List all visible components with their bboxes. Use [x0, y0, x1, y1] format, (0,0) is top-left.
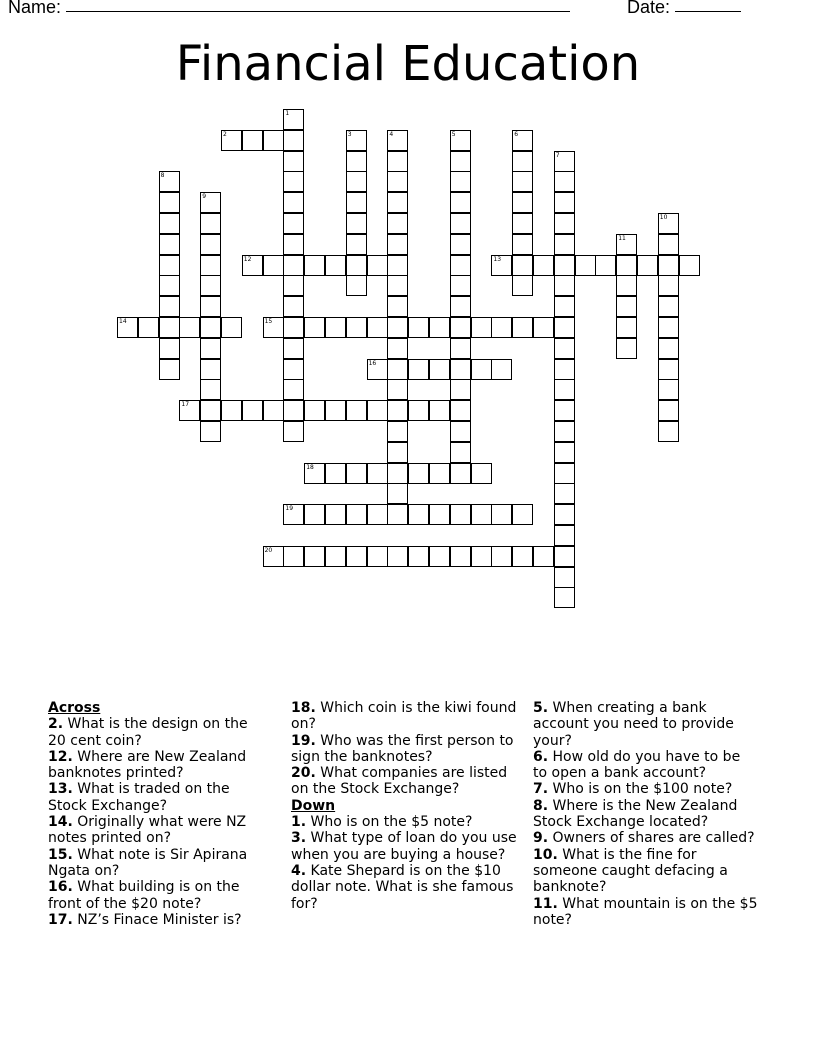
down-clue-text: Kate Shepard is on the $10 dollar note. What is she famous for? — [291, 862, 514, 912]
down-clue — [533, 798, 758, 831]
crossword-cell[interactable] — [346, 234, 367, 255]
crossword-cell[interactable] — [429, 463, 450, 484]
crossword-cell[interactable] — [387, 483, 408, 504]
crossword-cell[interactable] — [387, 234, 408, 255]
down-clue — [533, 847, 758, 896]
crossword-cell[interactable] — [533, 255, 554, 276]
crossword-cell[interactable] — [159, 338, 180, 359]
crossword-cell[interactable] — [304, 546, 325, 567]
crossword-cell[interactable] — [325, 317, 346, 338]
crossword-cell[interactable] — [554, 379, 575, 400]
crossword-cell[interactable] — [616, 338, 637, 359]
crossword-cell[interactable] — [616, 255, 637, 276]
down-clue — [291, 814, 525, 830]
down-clue-number: 1. — [291, 814, 307, 831]
crossword-cell[interactable] — [450, 442, 471, 463]
across-clue-number: 14. — [48, 814, 73, 831]
crossword-cell[interactable] — [242, 130, 263, 151]
crossword-cell[interactable] — [283, 317, 304, 338]
clues-column-3 — [533, 700, 758, 928]
crossword-cell[interactable] — [658, 234, 679, 255]
crossword-cell[interactable] — [491, 317, 512, 338]
crossword-cell[interactable] — [179, 317, 200, 338]
across-clue-number: 13. — [48, 781, 73, 798]
crossword-cell[interactable] — [387, 338, 408, 359]
crossword-cell[interactable] — [658, 379, 679, 400]
date-label: Date: — [627, 0, 671, 17]
crossword-cell[interactable] — [346, 255, 367, 276]
crossword-cell[interactable] — [387, 463, 408, 484]
across-clue — [291, 765, 525, 798]
clue-number-5: 5 — [451, 130, 456, 138]
clue-number-6: 6 — [514, 130, 519, 138]
crossword-cell[interactable] — [159, 213, 180, 234]
crossword-cell[interactable] — [304, 317, 325, 338]
page-title: Financial Education — [175, 36, 641, 92]
crossword-cell[interactable] — [616, 275, 637, 296]
crossword-cell[interactable] — [450, 275, 471, 296]
crossword-cell[interactable] — [283, 213, 304, 234]
down-clue-text: When creating a bank account you need to provide your? — [533, 700, 734, 749]
across-clue-number: 15. — [48, 846, 73, 863]
crossword-cell[interactable] — [658, 400, 679, 421]
crossword-cell[interactable] — [304, 400, 325, 421]
across-clue — [48, 814, 268, 847]
crossword-cell[interactable] — [221, 317, 242, 338]
clue-number-18: 18 — [306, 463, 314, 471]
across-clue-number: 17. — [48, 911, 73, 928]
crossword-cell[interactable] — [200, 359, 221, 380]
crossword-cell[interactable] — [554, 463, 575, 484]
crossword-cell[interactable] — [471, 317, 492, 338]
crossword-cell[interactable] — [159, 296, 180, 317]
crossword-cell[interactable] — [491, 359, 512, 380]
clue-number-4: 4 — [389, 130, 394, 138]
crossword-cell[interactable] — [429, 546, 450, 567]
crossword-cell[interactable] — [554, 338, 575, 359]
crossword-cell[interactable] — [450, 379, 471, 400]
crossword-cell[interactable] — [450, 421, 471, 442]
across-clue — [48, 716, 268, 749]
crossword-cell[interactable] — [325, 255, 346, 276]
down-clue — [291, 830, 525, 863]
down-clue-number: 8. — [533, 797, 549, 814]
down-clue-number: 5. — [533, 700, 549, 716]
crossword-cell[interactable] — [450, 255, 471, 276]
crossword-cell[interactable] — [554, 296, 575, 317]
crossword-cell[interactable] — [616, 317, 637, 338]
crossword-cell[interactable] — [450, 234, 471, 255]
crossword-cell[interactable] — [346, 317, 367, 338]
crossword-cell[interactable] — [325, 463, 346, 484]
across-clue-text: Who was the first person to sign the banknotes? — [291, 732, 514, 765]
crossword-cell[interactable] — [658, 296, 679, 317]
crossword-cell[interactable] — [512, 504, 533, 525]
across-clue-text: What note is Sir Apirana Ngata on? — [48, 846, 248, 879]
crossword-cell[interactable] — [159, 192, 180, 213]
crossword-cell[interactable] — [283, 234, 304, 255]
crossword-cell[interactable] — [554, 192, 575, 213]
crossword-cell[interactable] — [263, 400, 284, 421]
crossword-cell[interactable] — [595, 255, 616, 276]
crossword-cell[interactable] — [159, 234, 180, 255]
across-clue-text: Where are New Zealand banknotes printed? — [48, 748, 247, 782]
clue-number-11: 11 — [618, 234, 626, 242]
crossword-cell[interactable] — [263, 130, 284, 151]
crossword-cell[interactable] — [512, 171, 533, 192]
crossword-cell[interactable] — [325, 546, 346, 567]
across-clue-number: 19. — [291, 732, 316, 749]
crossword-cell[interactable] — [679, 255, 700, 276]
crossword-cell[interactable] — [283, 151, 304, 172]
crossword-cell[interactable] — [512, 234, 533, 255]
crossword-cell[interactable] — [554, 504, 575, 525]
crossword-cell[interactable] — [387, 213, 408, 234]
crossword-cell[interactable] — [512, 192, 533, 213]
crossword-cell[interactable] — [450, 317, 471, 338]
down-heading: Down — [291, 797, 336, 814]
down-clue — [291, 863, 525, 912]
clue-number-1: 1 — [285, 110, 290, 117]
across-clue — [48, 781, 268, 814]
clue-number-13: 13 — [493, 255, 502, 263]
across-clue-text: What companies are listed on the Stock Exchange? — [291, 765, 508, 798]
clue-number-20: 20 — [264, 546, 273, 554]
crossword-cell[interactable] — [346, 504, 367, 525]
crossword-cell[interactable] — [637, 255, 658, 276]
crossword-cell[interactable] — [387, 400, 408, 421]
crossword-cell[interactable] — [325, 400, 346, 421]
down-clue-number: 11. — [533, 895, 558, 912]
across-clues-part-2 — [291, 700, 525, 798]
crossword-cell[interactable] — [387, 275, 408, 296]
crossword-cell[interactable] — [491, 504, 512, 525]
crossword-cell[interactable] — [554, 171, 575, 192]
crossword-cell[interactable] — [512, 255, 533, 276]
down-clue-text: Where is the New Zealand Stock Exchange located? — [533, 797, 738, 831]
crossword-cell[interactable] — [408, 359, 429, 380]
down-clue — [533, 700, 758, 749]
crossword-cell[interactable] — [346, 213, 367, 234]
crossword-cell[interactable] — [283, 275, 304, 296]
crossword-cell[interactable] — [283, 296, 304, 317]
crossword-cell[interactable] — [159, 317, 180, 338]
crossword-cell[interactable] — [283, 192, 304, 213]
crossword-cell[interactable] — [387, 421, 408, 442]
crossword-cell[interactable] — [283, 171, 304, 192]
crossword-cell[interactable] — [658, 421, 679, 442]
name-label: Name: — [8, 0, 62, 17]
crossword-cell[interactable] — [200, 296, 221, 317]
crossword-cell[interactable] — [367, 546, 388, 567]
crossword-cell[interactable] — [283, 421, 304, 442]
down-clue-text: Who is on the $100 note? — [548, 781, 733, 798]
across-clue — [48, 749, 268, 782]
crossword-cell[interactable] — [283, 255, 304, 276]
crossword-cell[interactable] — [450, 546, 471, 567]
crossword-cell[interactable] — [450, 359, 471, 380]
crossword-cell[interactable] — [512, 317, 533, 338]
crossword-cell[interactable] — [387, 171, 408, 192]
crossword-cell[interactable] — [450, 400, 471, 421]
crossword-cell[interactable] — [387, 151, 408, 172]
crossword-cell[interactable] — [554, 255, 575, 276]
crossword-cell[interactable] — [367, 400, 388, 421]
crossword-cell[interactable] — [200, 400, 221, 421]
clue-number-12: 12 — [243, 255, 252, 263]
crossword-cell[interactable] — [554, 275, 575, 296]
crossword-cell[interactable] — [387, 359, 408, 380]
crossword-cell[interactable] — [429, 359, 450, 380]
clue-number-2: 2 — [223, 130, 227, 138]
down-clue-text: Who is on the $5 note? — [306, 814, 473, 831]
crossword-cell[interactable] — [450, 296, 471, 317]
crossword-cell[interactable] — [554, 400, 575, 421]
across-clue — [291, 700, 525, 733]
crossword-cell[interactable] — [408, 504, 429, 525]
crossword-cell[interactable] — [283, 130, 304, 151]
crossword-cell[interactable] — [346, 171, 367, 192]
crossword-cell[interactable] — [346, 463, 367, 484]
across-clue-text: What is the design on the 20 cent coin? — [48, 716, 248, 749]
clue-number-14: 14 — [119, 318, 127, 325]
down-clue-text: How old do you have to be to open a bank account? — [533, 748, 741, 782]
crossword-cell[interactable] — [304, 255, 325, 276]
crossword-cell[interactable] — [200, 379, 221, 400]
clue-number-16: 16 — [368, 359, 377, 367]
down-clue — [533, 896, 758, 929]
clue-number-10: 10 — [659, 214, 668, 221]
crossword-cell[interactable] — [450, 192, 471, 213]
crossword-cell[interactable] — [554, 587, 575, 608]
crossword-cell[interactable] — [200, 421, 221, 442]
across-clue — [48, 879, 268, 912]
across-clue — [48, 847, 268, 880]
crossword-cell[interactable] — [159, 359, 180, 380]
down-clue-number: 4. — [291, 862, 307, 879]
crossword-cell[interactable] — [263, 255, 284, 276]
crossword-cell[interactable] — [450, 504, 471, 525]
clues-column-1 — [48, 700, 268, 928]
crossword-cell[interactable] — [387, 296, 408, 317]
crossword-cell[interactable] — [429, 317, 450, 338]
crossword-cell[interactable] — [159, 255, 180, 276]
across-clue-number: 20. — [291, 765, 316, 782]
clue-number-7: 7 — [555, 151, 560, 159]
crossword-cell[interactable] — [450, 171, 471, 192]
crossword-cell[interactable] — [471, 504, 492, 525]
down-clue — [533, 781, 758, 797]
crossword-cell[interactable] — [200, 317, 221, 338]
clue-number-3: 3 — [347, 130, 352, 138]
crossword-cell[interactable] — [450, 338, 471, 359]
crossword-cell[interactable] — [554, 546, 575, 567]
crossword-cell[interactable] — [450, 213, 471, 234]
down-clue — [533, 749, 758, 782]
crossword-cell[interactable] — [387, 442, 408, 463]
crossword-cell[interactable] — [554, 359, 575, 380]
crossword-cell[interactable] — [387, 379, 408, 400]
crossword-cell[interactable] — [658, 317, 679, 338]
crossword-cell[interactable] — [200, 338, 221, 359]
across-heading: Across — [48, 700, 101, 716]
crossword-cell[interactable] — [283, 338, 304, 359]
crossword-cell[interactable] — [471, 359, 492, 380]
down-clue-text: What is the fine for someone caught defacing a banknote? — [533, 846, 728, 896]
across-clue-text: Originally what were NZ notes printed on? — [48, 814, 247, 847]
across-clues-part-1 — [48, 716, 268, 928]
crossword-cell[interactable] — [367, 504, 388, 525]
crossword-cell[interactable] — [533, 546, 554, 567]
crossword-cell[interactable] — [408, 463, 429, 484]
down-clue-text: What type of loan do you use when you are buying a house? — [291, 830, 517, 863]
crossword-cell[interactable] — [367, 255, 388, 276]
crossword-cell[interactable] — [658, 338, 679, 359]
crossword-cell[interactable] — [408, 317, 429, 338]
crossword-cell[interactable] — [387, 255, 408, 276]
crossword-cell[interactable] — [221, 400, 242, 421]
crossword-cell[interactable] — [429, 400, 450, 421]
down-clue — [533, 830, 758, 846]
across-clue — [48, 912, 268, 928]
crossword-cell[interactable] — [533, 317, 554, 338]
crossword-cell[interactable] — [575, 255, 596, 276]
crossword-cell[interactable] — [450, 463, 471, 484]
crossword-cell[interactable] — [512, 213, 533, 234]
clues-column-2 — [291, 700, 525, 912]
down-clue-text: Owners of shares are called? — [548, 830, 755, 847]
down-clue-number: 10. — [533, 846, 558, 863]
across-clue-text: What building is on the front of the $20 note? — [48, 879, 240, 912]
across-clue-text: What is traded on the Stock Exchange? — [48, 781, 230, 814]
crossword-cell[interactable] — [346, 151, 367, 172]
crossword-cell[interactable] — [471, 463, 492, 484]
crossword-cell[interactable] — [408, 546, 429, 567]
crossword-cell[interactable] — [450, 151, 471, 172]
down-clue-number: 7. — [533, 781, 549, 798]
crossword-cell[interactable] — [242, 400, 263, 421]
crossword-cell[interactable] — [325, 504, 346, 525]
crossword-cell[interactable] — [200, 255, 221, 276]
crossword-cell[interactable] — [512, 546, 533, 567]
across-clue-text: Which coin is the kiwi found on? — [291, 700, 517, 733]
crossword-cell[interactable] — [387, 504, 408, 525]
crossword-cell[interactable] — [346, 546, 367, 567]
crossword-cell[interactable] — [429, 504, 450, 525]
crossword-cell[interactable] — [554, 317, 575, 338]
crossword-cell[interactable] — [367, 317, 388, 338]
crossword-cell[interactable] — [512, 151, 533, 172]
crossword-cell[interactable] — [616, 296, 637, 317]
crossword-cell[interactable] — [304, 504, 325, 525]
clue-number-19: 19 — [285, 505, 294, 513]
crossword-cell[interactable] — [283, 546, 304, 567]
across-clue-number: 18. — [291, 700, 316, 716]
crossword-cell[interactable] — [554, 483, 575, 504]
crossword-cell[interactable] — [387, 546, 408, 567]
across-clue-number: 2. — [48, 716, 64, 733]
crossword-cell[interactable] — [554, 213, 575, 234]
crossword-cell[interactable] — [554, 421, 575, 442]
across-clue-text: NZ’s Finace Minister is? — [72, 911, 242, 928]
crossword-cell[interactable] — [658, 275, 679, 296]
down-clue-text: What mountain is on the $5 note? — [533, 895, 758, 928]
clue-number-9: 9 — [202, 193, 207, 201]
crossword-cell[interactable] — [554, 525, 575, 546]
across-clue-number: 12. — [48, 748, 73, 765]
crossword-cell[interactable] — [658, 255, 679, 276]
crossword-cell[interactable] — [387, 317, 408, 338]
crossword-cell[interactable] — [491, 546, 512, 567]
crossword-cell[interactable] — [408, 400, 429, 421]
crossword-cell[interactable] — [138, 317, 159, 338]
down-clue-number: 9. — [533, 830, 549, 847]
crossword-cell[interactable] — [346, 400, 367, 421]
crossword-cell[interactable] — [512, 275, 533, 296]
clue-number-17: 17 — [181, 401, 190, 409]
clue-number-8: 8 — [160, 172, 165, 180]
crossword-cell[interactable] — [658, 359, 679, 380]
crossword-cell[interactable] — [283, 359, 304, 380]
crossword-cell[interactable] — [346, 192, 367, 213]
crossword-cell[interactable] — [200, 234, 221, 255]
crossword-cell[interactable] — [283, 379, 304, 400]
across-clue — [291, 733, 525, 766]
crossword-cell[interactable] — [387, 192, 408, 213]
down-clue-number: 3. — [291, 830, 307, 847]
crossword-cell[interactable] — [554, 567, 575, 588]
down-clues-part-1 — [291, 814, 525, 912]
crossword-cell[interactable] — [554, 442, 575, 463]
across-clue-number: 16. — [48, 879, 73, 896]
down-clue-number: 6. — [533, 748, 549, 765]
crossword-cell[interactable] — [283, 400, 304, 421]
clue-number-15: 15 — [264, 318, 273, 325]
down-clues-part-2 — [533, 700, 758, 928]
crossword-cell[interactable] — [159, 275, 180, 296]
crossword-cell[interactable] — [200, 275, 221, 296]
crossword-cell[interactable] — [200, 213, 221, 234]
crossword-cell[interactable] — [367, 463, 388, 484]
crossword-cell[interactable] — [554, 234, 575, 255]
crossword-cell[interactable] — [346, 275, 367, 296]
crossword-cell[interactable] — [471, 546, 492, 567]
